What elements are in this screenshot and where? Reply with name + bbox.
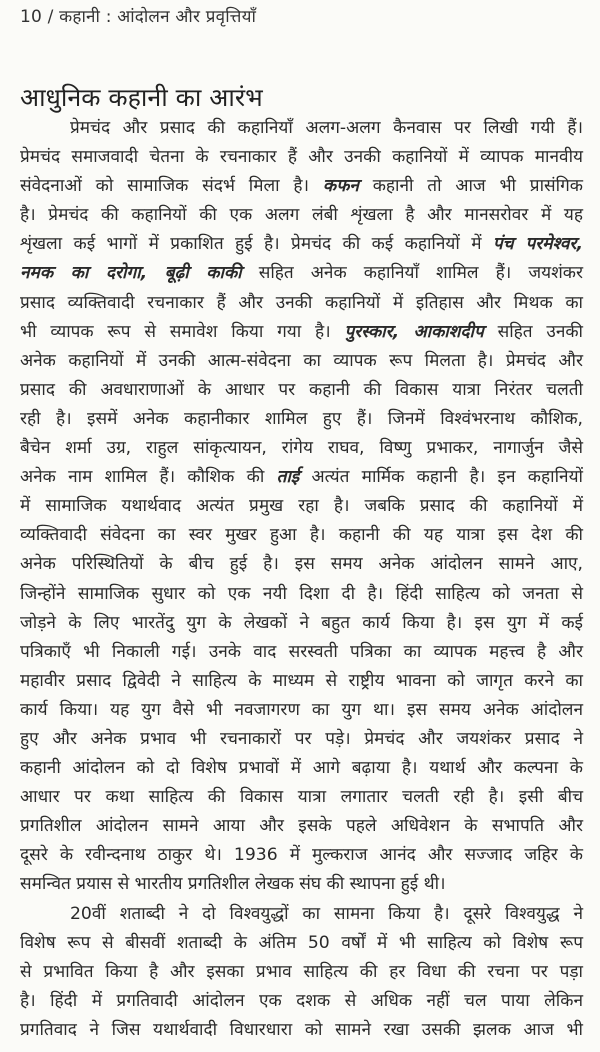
body-text xyxy=(20,114,583,1045)
text-segment: प्रगतिशील आंदोलन सामने आया और इसके पहले अधिवेशन के सभापति और xyxy=(20,816,583,837)
text-segment: शृंखला कई भागों में प्रकाशित हुई है। प्रेमचंद की कई कहानियों में xyxy=(20,234,493,255)
text-segment: दूसरे के रवीन्दनाथ ठाकुर थे। 1936 में मुल्कराज आनंद और सज्जाद जहिर के xyxy=(20,845,583,866)
text-segment: भी व्यापक रूप से समावेश किया गया है। xyxy=(20,321,345,342)
text-line xyxy=(20,725,583,754)
text-line xyxy=(20,958,583,987)
text-segment: सहित अनेक कहानियाँ शामिल हैं। जयशंकर xyxy=(241,263,583,284)
text-line xyxy=(20,754,583,783)
text-segment: प्रगतिवाद ने जिस यथार्थवादी विधारधारा को सामने रखा उसकी झलक आज भी xyxy=(20,1019,583,1040)
text-line xyxy=(20,259,583,288)
text-line xyxy=(20,929,583,958)
text-line xyxy=(20,667,583,696)
text-line xyxy=(20,638,583,667)
text-segment: जोड़ने के लिए भारतेंदु युग के लेखकों ने बहुत कार्य किया है। इस युग में कई xyxy=(20,612,583,633)
emphasized-title: नमक का दरोगा, बूढ़ी काकी xyxy=(20,263,242,284)
text-segment: आधार पर कथा साहित्य की विकास यात्रा लगातार चलती रही है। इसी बीच xyxy=(20,787,583,808)
text-segment: हुए और अनेक प्रभाव भी रचनाकारों पर पड़े। प्रेमचंद और जयशंकर प्रसाद ने xyxy=(20,728,583,749)
text-segment: है। प्रेमचंद की कहानियों की एक अलग लंबी शृंखला है और मानसरोवर में यह xyxy=(20,205,583,226)
text-line xyxy=(20,376,583,405)
text-segment: प्रसाद व्यक्तिवादी रचनाकार हैं और उनकी कहानियों में इतिहास और मिथक का xyxy=(20,292,583,313)
text-line xyxy=(20,318,583,347)
paragraph xyxy=(20,114,583,900)
emphasized-title: कफन xyxy=(322,176,359,197)
text-segment: अनेक कहानियों में उनकी आत्म-संवेदना का व्यापक रूप मिलता है। प्रेमचंद और xyxy=(20,350,583,371)
text-segment: प्रेमचंद और प्रसाद की कहानियाँ अलग-अलग कैनवास पर लिखी गयी हैं। xyxy=(70,118,583,138)
text-segment: में सामाजिक यथार्थवाद अत्यंत प्रमुख रहा है। जबकि प्रसाद की कहानियों में xyxy=(20,496,583,517)
text-line xyxy=(20,987,583,1016)
section-title: आधुनिक कहानी का आरंभ xyxy=(20,83,263,112)
text-line xyxy=(20,172,583,201)
text-segment: कहानी आंदोलन को दो विशेष प्रभावों में आगे बढ़ाया है। यथार्थ और कल्पना के xyxy=(20,758,583,779)
text-line xyxy=(20,1016,583,1045)
text-segment: अनेक नाम शामिल हैं। कौशिक की xyxy=(20,467,277,488)
text-line xyxy=(20,289,583,318)
text-segment: से प्रभावित किया है और इसका प्रभाव साहित्य की हर विधा की रचना पर पड़ा xyxy=(20,961,583,982)
paragraph xyxy=(20,900,583,1045)
text-line xyxy=(20,114,583,143)
text-segment: है। हिंदी में प्रगतिवादी आंदोलन एक दशक से अधिक नहीं चल पाया लेकिन xyxy=(20,990,583,1011)
text-segment: महावीर प्रसाद द्विवेदी ने साहित्य के माध्यम से राष्ट्रीय भावना को जागृत करने का xyxy=(20,670,583,691)
text-segment: समन्वित प्रयास से भारतीय प्रगतिशील लेखक संघ की स्थापना हुई थी। xyxy=(20,874,446,895)
text-segment: रही है। इसमें अनेक कहानीकार शामिल हुए हैं। जिनमें विश्वंभरनाथ कौशिक, xyxy=(20,408,583,429)
text-segment: प्रेमचंद समाजवादी चेतना के रचनाकार हैं और उनकी कहानियों में व्यापक मानवीय xyxy=(20,147,583,168)
text-line xyxy=(20,521,583,550)
text-line xyxy=(20,434,583,463)
text-line xyxy=(20,463,583,492)
text-line xyxy=(20,143,583,172)
text-line xyxy=(20,550,583,579)
text-line xyxy=(20,609,583,638)
text-segment: कहानी तो आज भी प्रासंगिक xyxy=(358,176,583,197)
emphasized-title: पंच परमेश्वर, xyxy=(492,234,583,255)
text-line xyxy=(20,900,583,929)
text-line xyxy=(20,492,583,521)
text-line xyxy=(20,870,583,899)
text-segment: सहित उनकी xyxy=(483,321,584,342)
text-segment: विशेष रूप से बीसवीं शताब्दी के अंतिम 50 वर्षों में भी साहित्य को विशेष रूप xyxy=(20,932,583,953)
text-line xyxy=(20,405,583,434)
text-line xyxy=(20,812,583,841)
text-segment: कार्य किया। यह युग वैसे भी नवजागरण का युग था। इस समय अनेक आंदोलन xyxy=(20,699,583,720)
text-line xyxy=(20,580,583,609)
text-line xyxy=(20,696,583,725)
text-segment: बैचेन शर्मा उग्र, राहुल सांकृत्यायन, रांगेय राघव, विष्णु प्रभाकर, नागार्जुन जैसे xyxy=(20,438,583,459)
text-segment: पत्रिकाएँ भी निकाली गई। उनके वाद सरस्वती पत्रिका का व्यापक महत्त्व है और xyxy=(20,641,583,662)
emphasized-title: ताई xyxy=(276,467,300,488)
text-segment: अत्यंत मार्मिक कहानी है। इन कहानियों xyxy=(299,467,583,488)
emphasized-title: पुरस्कार, आकाशदीप xyxy=(344,321,484,342)
text-segment: अनेक परिस्थितियों के बीच हुई है। इस समय अनेक आंदोलन सामने आए, xyxy=(20,554,583,575)
text-segment: प्रसाद की अवधाराणाओं के आधार पर कहानी की विकास यात्रा निरंतर चलती xyxy=(20,379,583,400)
text-line xyxy=(20,347,583,376)
text-segment: व्यक्तिवादी संवेदना का स्वर मुखर हुआ है। कहानी की यह यात्रा इस देश की xyxy=(20,525,583,546)
text-segment: जिन्होंने सामाजिक सुधार को एक नयी दिशा दी है। हिंदी साहित्य को जनता से xyxy=(20,583,583,604)
running-head: 10 / कहानी : आंदोलन और प्रवृत्तियाँ xyxy=(20,7,257,27)
text-line xyxy=(20,201,583,230)
text-segment: संवेदनाओं को सामाजिक संदर्भ मिला है। xyxy=(20,176,323,197)
text-line xyxy=(20,841,583,870)
text-segment: 20वीं शताब्दी ने दो विश्वयुद्धों का सामना किया है। दूसरे विश्वयुद्ध ने xyxy=(70,903,583,924)
text-line xyxy=(20,783,583,812)
text-line xyxy=(20,230,583,259)
